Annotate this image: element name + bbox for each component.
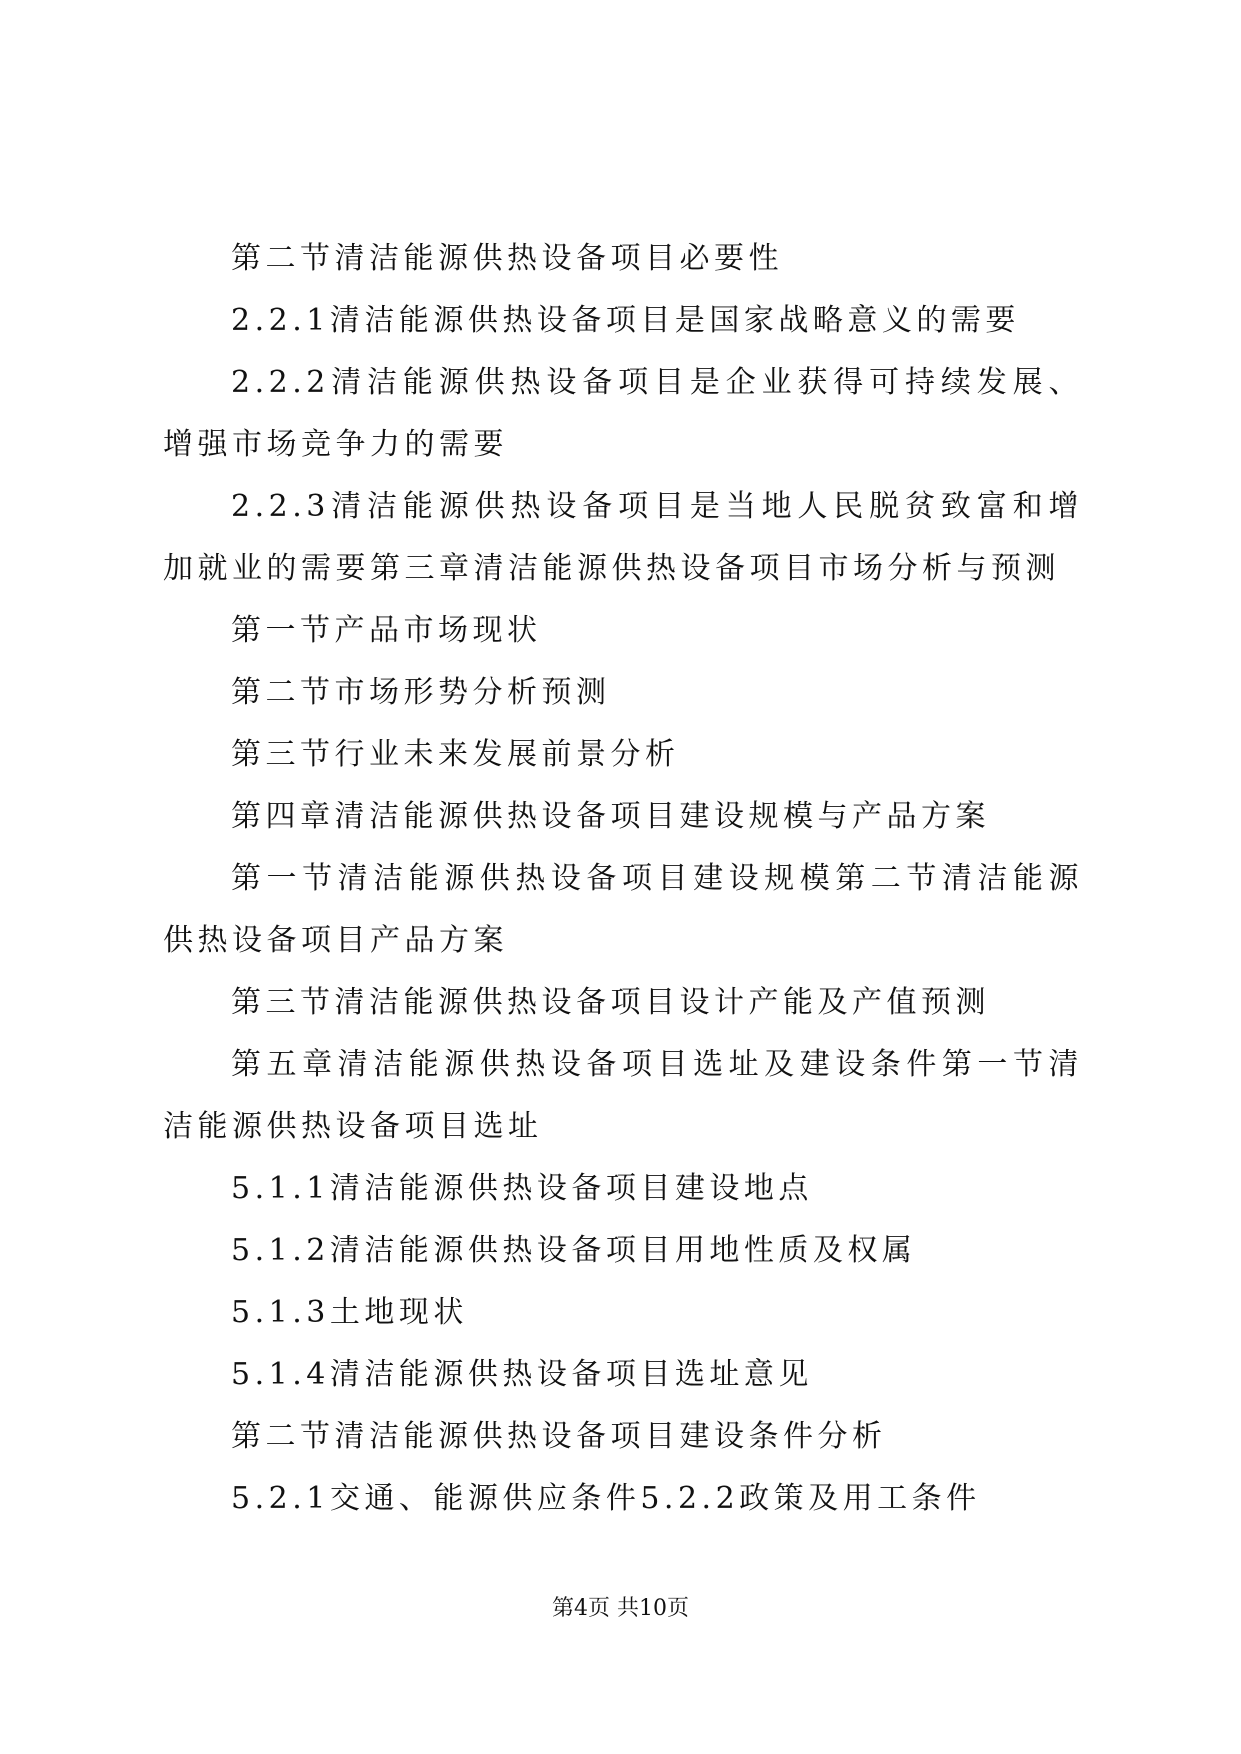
page-footer: 第4页 共10页: [552, 1596, 689, 1621]
paragraph: 第一节产品市场现状: [231, 613, 542, 648]
paragraph: 5.1.4清洁能源供热设备项目选址意见: [231, 1357, 813, 1392]
paragraph: 第五章清洁能源供热设备项目选址及建设条件第一节清洁能源供热设备项目选址: [163, 1047, 1083, 1144]
paragraph: 第二节市场形势分析预测: [231, 675, 611, 710]
paragraph: 第三节清洁能源供热设备项目设计产能及产值预测: [231, 985, 990, 1020]
paragraph: 5.2.1交通、能源供应条件5.2.2政策及用工条件: [231, 1481, 981, 1516]
document-body: [163, 228, 1083, 1530]
paragraph: 2.2.2清洁能源供热设备项目是企业获得可持续发展、增强市场竞争力的需要: [163, 365, 1083, 462]
paragraph: 2.2.3清洁能源供热设备项目是当地人民脱贫致富和增加就业的需要第三章清洁能源供热设备项目市场分析与预测: [163, 489, 1083, 586]
paragraph: 第二节清洁能源供热设备项目建设条件分析: [231, 1419, 887, 1454]
paragraph: 第三节行业未来发展前景分析: [231, 737, 680, 772]
paragraph: 5.1.3土地现状: [231, 1295, 468, 1330]
paragraph: 2.2.1清洁能源供热设备项目是国家战略意义的需要: [231, 303, 1020, 338]
paragraph: 5.1.1清洁能源供热设备项目建设地点: [231, 1171, 813, 1206]
paragraph: 第四章清洁能源供热设备项目建设规模与产品方案: [231, 799, 990, 834]
paragraph: 第一节清洁能源供热设备项目建设规模第二节清洁能源供热设备项目产品方案: [163, 861, 1083, 958]
paragraph: 第二节清洁能源供热设备项目必要性: [231, 241, 783, 276]
paragraph: 5.1.2清洁能源供热设备项目用地性质及权属: [231, 1233, 917, 1268]
